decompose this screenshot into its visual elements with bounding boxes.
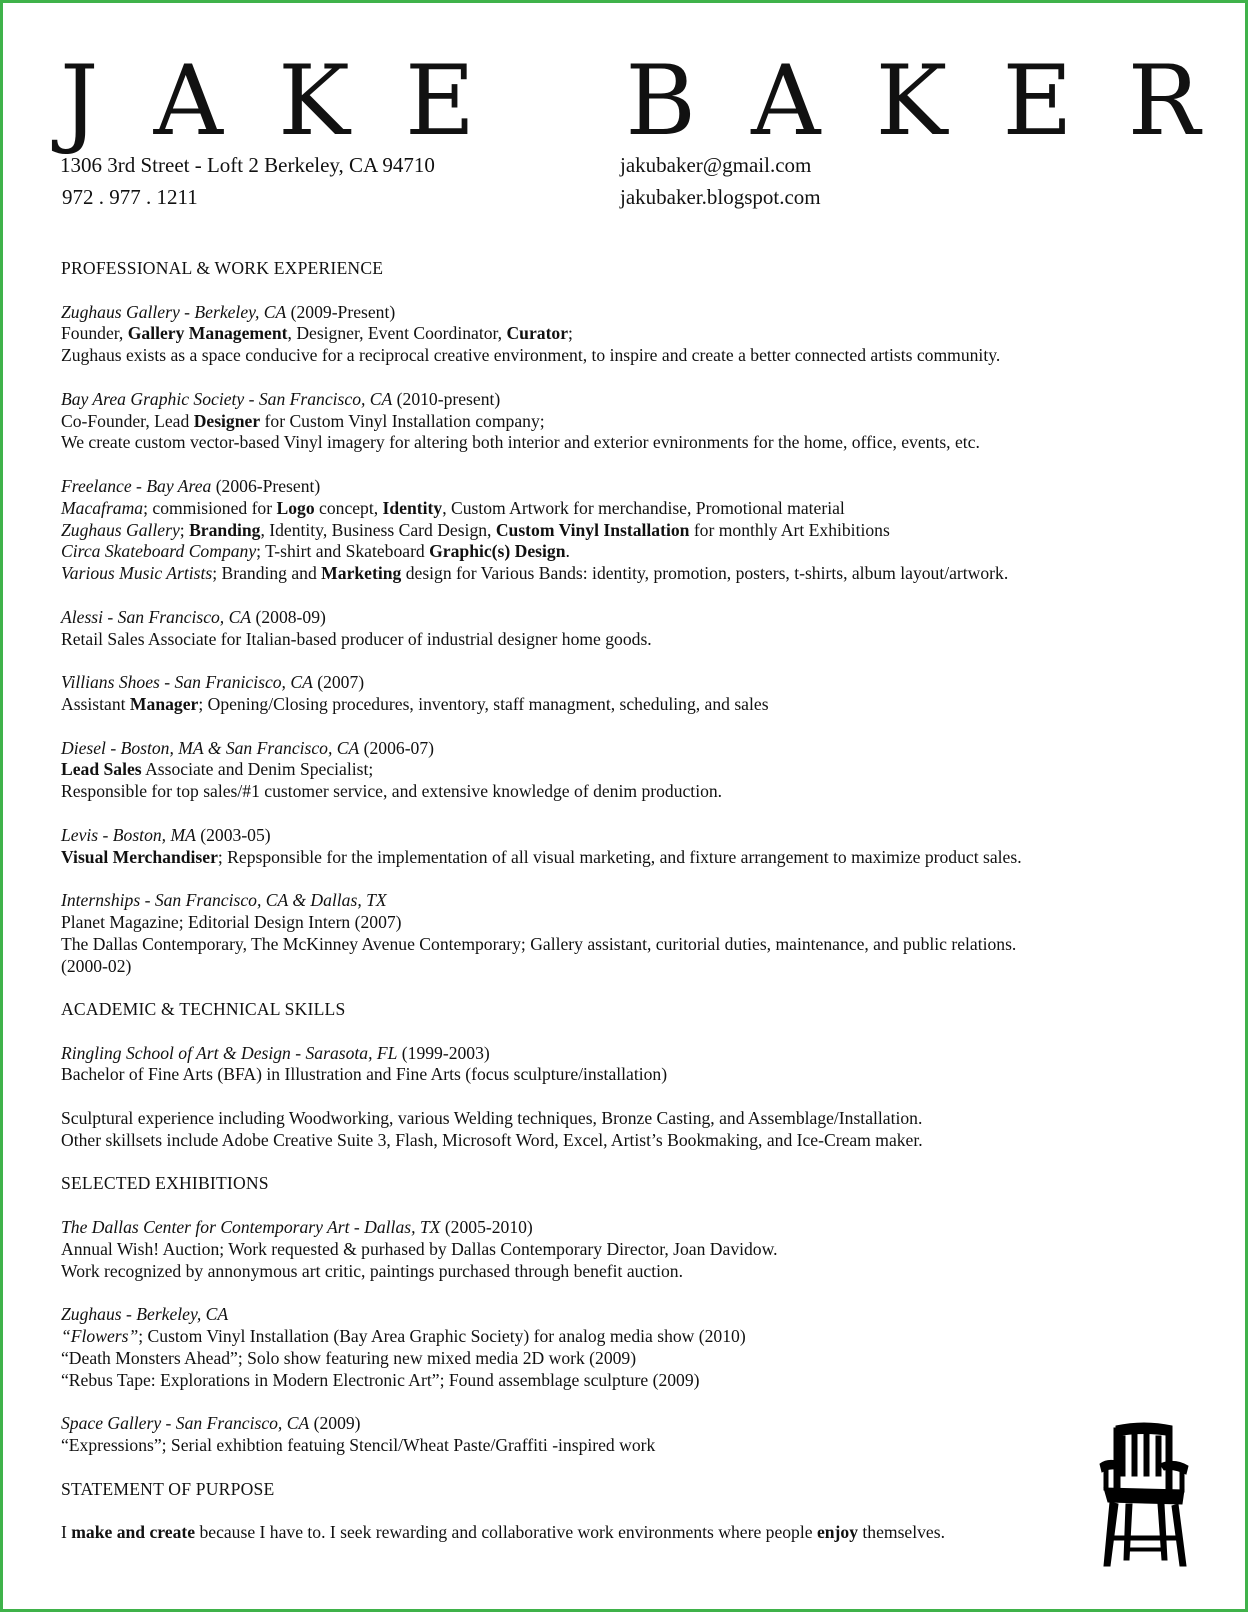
job-diesel	[61, 738, 1211, 803]
role-bold: Curator	[506, 323, 569, 344]
section-heading-exhibitions: SELECTED EXHIBITIONS	[61, 1173, 269, 1194]
chair-icon	[1098, 1420, 1190, 1570]
degree: Bachelor of Fine Arts (BFA) in Illustration and Fine Arts (focus sculpture/installation)	[61, 1064, 668, 1085]
job-description: The Dallas Contemporary, The McKinney Avenue Contemporary; Gallery assistant, curitorial duties, maintenance, and public relations.	[61, 933, 1017, 954]
name-letter: K	[278, 45, 350, 157]
job-years: (2007)	[312, 672, 365, 693]
freelance-line	[61, 541, 1211, 563]
role-text: ; Repsponsible for the implementation of all visual marketing, and fixture arrangement to maximize product sales.	[217, 846, 1022, 867]
email: jakubaker@gmail.com	[620, 153, 812, 177]
job-title: Villians Shoes - San Franicisco, CA	[61, 672, 313, 693]
phone: 972 . 977 . 1211	[62, 185, 198, 209]
exhibition-title: Space Gallery - San Francisco, CA	[61, 1413, 310, 1434]
education-entry	[61, 1043, 1211, 1087]
job-title: Zughaus Gallery - Berkeley, CA	[61, 301, 287, 322]
role-text: Co-Founder, Lead	[61, 410, 194, 431]
role-text: .	[565, 541, 570, 562]
statement-part: I	[61, 1522, 72, 1543]
statement-part: themselves.	[858, 1522, 945, 1543]
exhibition-line: “Death Monsters Ahead”; Solo show featuring new mixed media 2D work (2009)	[61, 1347, 637, 1368]
exhibition-line: Annual Wish! Auction; Work requested & purhased by Dallas Contemporary Director, Joan Davidow.	[61, 1238, 778, 1259]
job-description: Retail Sales Associate for Italian-based producer of industrial designer home goods.	[61, 628, 652, 649]
job-years: (2006-07)	[359, 737, 435, 758]
statement-part: because I have to. I seek rewarding and collaborative work environments where people	[195, 1522, 817, 1543]
job-years: (2009-Present)	[286, 301, 396, 322]
job-levis	[61, 825, 1211, 869]
statement-bold: enjoy	[816, 1522, 858, 1543]
name-letter: E	[1002, 45, 1073, 157]
name-letter: K	[875, 45, 948, 157]
job-internships	[61, 890, 1211, 977]
school-years: (1999-2003)	[397, 1042, 490, 1063]
job-title: Levis - Boston, MA	[61, 824, 196, 845]
job-description: Responsible for top sales/#1 customer service, and extensive knowledge of denim production.	[61, 781, 723, 802]
role-text: ; Branding and	[212, 563, 322, 584]
exhibition-title: The Dallas Center for Contemporary Art - Dallas, TX	[61, 1217, 441, 1238]
job-description: We create custom vector-based Vinyl imagery for altering both interior and exterior evnironments for the home, office, events, etc.	[61, 432, 980, 453]
name-letter: R	[1127, 45, 1200, 157]
name-letter: A	[153, 45, 223, 157]
resume-body	[61, 258, 1211, 1544]
client-name: Various Music Artists	[61, 563, 213, 584]
job-title: Alessi - San Francisco, CA	[61, 606, 252, 627]
statement-bold: make and create	[71, 1522, 196, 1543]
job-villians	[61, 672, 1211, 716]
role-bold: Lead Sales	[61, 759, 142, 780]
name-gap	[530, 46, 570, 156]
name-letter: J	[60, 45, 99, 157]
role-text: , Designer, Event Coordinator,	[287, 323, 507, 344]
role-text: for monthly Art Exhibitions	[689, 519, 890, 540]
blog-url: jakubaker.blogspot.com	[620, 185, 821, 209]
job-bags	[61, 389, 1211, 454]
role-bold: Designer	[193, 410, 261, 431]
role-text: Assistant	[61, 693, 130, 714]
client-name: Zughaus Gallery	[61, 519, 180, 540]
role-bold: Identity	[382, 497, 443, 518]
job-years: (2003-05)	[195, 824, 271, 845]
role-bold: Branding	[189, 519, 261, 540]
skills-line: Sculptural experience including Woodworking, various Welding techniques, Bronze Casting, and Assemblage/Installation.	[61, 1108, 923, 1129]
freelance-line	[61, 520, 1211, 542]
role-text: concept,	[314, 497, 383, 518]
section-heading-skills: ACADEMIC & TECHNICAL SKILLS	[61, 999, 346, 1020]
section-heading-statement: STATEMENT OF PURPOSE	[61, 1478, 275, 1499]
role-text: , Custom Artwork for merchandise, Promotional material	[442, 497, 845, 518]
job-description: Planet Magazine; Editorial Design Intern (2007)	[61, 911, 402, 932]
role-text: ;	[179, 519, 190, 540]
exhibition-line: “Expressions”; Serial exhibtion featuing Stencil/Wheat Paste/Graffiti -inspired work	[61, 1435, 656, 1456]
name-letter: B	[625, 45, 696, 157]
exhibition-line: ; Custom Vinyl Installation (Bay Area Graphic Society) for analog media show (2010)	[138, 1326, 746, 1347]
section-heading-experience: PROFESSIONAL & WORK EXPERIENCE	[61, 258, 384, 278]
statement-text	[61, 1522, 1211, 1544]
job-title: Freelance - Bay Area	[61, 475, 212, 496]
client-name: Circa Skateboard Company	[61, 541, 257, 562]
school-title: Ringling School of Art & Design - Sarasota, FL	[61, 1042, 398, 1063]
job-description: Zughaus exists as a space conducive for a reciprocal creative environment, to inspire and create a better connected artists community.	[61, 345, 1001, 366]
job-alessi	[61, 607, 1211, 651]
role-text: ; Opening/Closing procedures, inventory, staff managment, scheduling, and sales	[198, 693, 769, 714]
role-text: design for Various Bands: identity, promotion, posters, t-shirts, album layout/artwork.	[401, 563, 1009, 584]
job-description: (2000-02)	[61, 955, 132, 976]
job-zughaus	[61, 302, 1211, 367]
freelance-line	[61, 498, 1211, 520]
exhibition-line: Work recognized by annonymous art critic, paintings purchased through benefit auction.	[61, 1260, 684, 1281]
job-freelance	[61, 476, 1211, 585]
role-text: ; T-shirt and Skateboard	[256, 541, 430, 562]
role-text: , Identity, Business Card Design,	[260, 519, 496, 540]
role-bold: Logo	[276, 497, 315, 518]
role-bold: Gallery Management	[127, 323, 288, 344]
role-text: Associate and Denim Specialist;	[141, 759, 374, 780]
skills-line: Other skillsets include Adobe Creative Suite 3, Flash, Microsoft Word, Excel, Artist’s Bookmaking, and Ice-Cream maker.	[61, 1129, 923, 1150]
exhibition-years: (2005-2010)	[440, 1217, 533, 1238]
exhibition-line: “Rebus Tape: Explorations in Modern Electronic Art”; Found assemblage sculpture (2009)	[61, 1369, 700, 1390]
client-name: Macaframa	[61, 497, 144, 518]
freelance-line	[61, 563, 1211, 585]
role-bold: Marketing	[321, 563, 402, 584]
role-text: ;	[568, 323, 573, 344]
show-title: “Flowers”	[61, 1326, 139, 1347]
job-title: Bay Area Graphic Society - San Francisco, CA	[61, 388, 393, 409]
role-bold: Visual Merchandiser	[61, 846, 218, 867]
job-years: (2008-09)	[251, 606, 326, 627]
job-title: Diesel - Boston, MA & San Francisco, CA	[61, 737, 360, 758]
address: 1306 3rd Street - Loft 2 Berkeley, CA 94710	[60, 153, 435, 177]
exhibition-dallas	[61, 1217, 1211, 1282]
name-heading	[60, 46, 1200, 156]
skills-entry	[61, 1108, 1211, 1152]
role-text: Founder,	[61, 323, 128, 344]
exhibition-years: (2009)	[309, 1413, 361, 1434]
role-bold: Custom Vinyl Installation	[495, 519, 690, 540]
exhibition-space	[61, 1413, 1211, 1457]
job-years: (2006-Present)	[211, 475, 321, 496]
role-bold: Graphic(s) Design	[429, 541, 566, 562]
role-text: for Custom Vinyl Installation company;	[260, 410, 545, 431]
role-bold: Manager	[129, 693, 199, 714]
job-title: Internships - San Francisco, CA & Dallas, TX	[61, 890, 387, 911]
exhibition-title: Zughaus - Berkeley, CA	[61, 1304, 229, 1325]
job-years: (2010-present)	[392, 388, 501, 409]
exhibition-zughaus	[61, 1304, 1211, 1391]
role-text: ; commisioned for	[143, 497, 277, 518]
name-letter: A	[751, 45, 821, 157]
name-letter: E	[405, 45, 476, 157]
